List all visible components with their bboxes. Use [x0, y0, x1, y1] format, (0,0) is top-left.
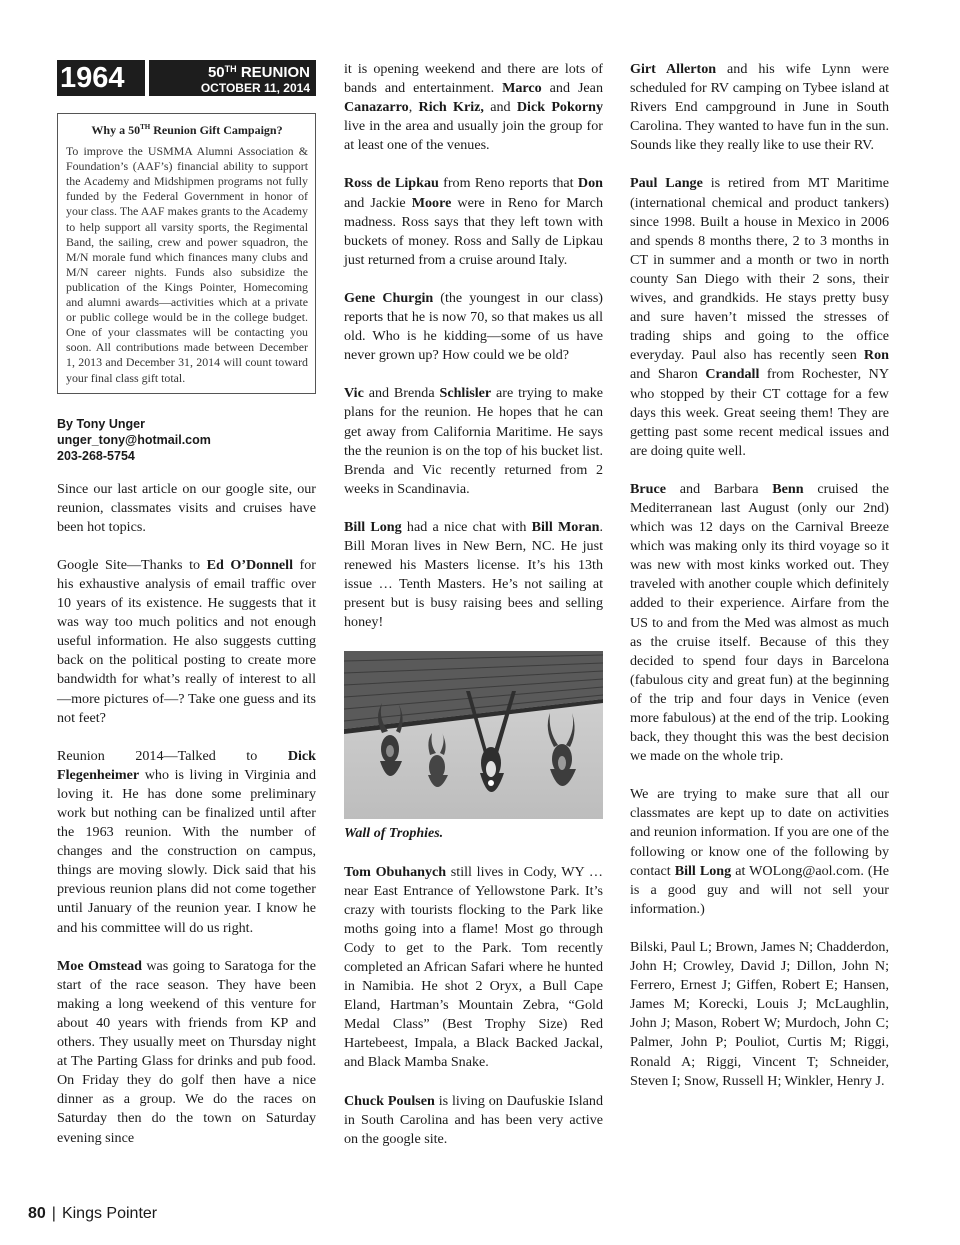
- footer-separator: |: [51, 1205, 56, 1222]
- paragraph: Girt Allerton and his wife Lynn were scheduled for RV camping on Tybee island at Rivers End campground in June in South Carolina. They wanted to have fun in the sun. Sounds like they really like to use their RV.: [630, 61, 890, 154]
- gift-campaign-body: To improve the USMMA Alumni Association & Foundation’s (AAF’s) financial ability to support the Academy and Midshipmen programs not fully funded by the Federal Government in honor of your class. The AAF makes grants to the Academy to help support all varsity sports, the Regimental Band, the sailing, crew and power squadron, the M/N morale fund which finances many clubs and M/N career nights. Funds also subsidize the publication of the Kings Pointer, Homecoming and alumni awards—activities which at a private or public college would be in the college budget. One of your classmates will be contacting you soon. All contributions made between December 1, 2013 and December 31, 2014 will count toward your final class gift total.: [66, 144, 308, 385]
- paragraph: Ross de Lipkau from Reno reports that Don and Jackie Moore were in Reno for March madness. Ross says that they left town with buckets of money. Ross and Sally de Lipkau just returned from a cruise around Italy.: [344, 175, 603, 268]
- paragraph: Vic and Brenda Schlisler are trying to make plans for the reunion. He hopes that he can get away from California Maritime. He says the the reunion is on the top of his bucket list. Brenda and Vic recently returned from 2 weeks in Scandinavia.: [344, 385, 603, 497]
- paragraph: Gene Churgin (the youngest in our class) reports that he is now 70, so that makes us all old. Who is he kidding—some of us have never grown up? How could we be old?: [344, 289, 603, 364]
- paragraph: Moe Omstead was going to Saratoga for the start of the race season. They have been making a long weekend of this venture for about 40 years with friends from KP and others. They usually meet on Thursday night at The Parting Glass for drinks and pub food. On Friday they do golf then have a nice dinner as a group. We do the races on Saturday then do the town on Saturday evening since: [57, 957, 316, 1146]
- reunion-date: OCTOBER 11, 2014: [200, 81, 310, 95]
- gift-campaign-title: Why a 50TH Reunion Gift Campaign?: [91, 123, 283, 137]
- paragraph: Paul Lange is retired from MT Maritime (international chemical and product tankers) since 1998. Built a house in Mexico in 2006 and spends 8 months there, 2 to 3 months in CT in summer and a month or two in north county San Diego with their 2 sons, their wives, and grandkids. He stays pretty busy and sure haven’t missed the stresses of trading ships and going to the office everyday. Paul also has recently seen Ron and Sharon Crandall from Rochester, NY who stopped by their CT cottage for a few days this week. Great seeing them! They are getting past some recent medical issues and are doing quite well.: [630, 175, 890, 459]
- column-2: [344, 60, 603, 1168]
- paragraph: We are trying to make sure that all our classmates are kept up to date on activities and reunion information. If you are one of the following or know one of the following by contact Bill Long at WOLong@aol.com. (He is a good guy and will not sell your information.): [630, 786, 889, 917]
- trophy-wall-image: [344, 651, 603, 819]
- paragraph: Bill Long had a nice chat with Bill Moran. Bill Moran lives in New Bern, NC. He just renewed his Masters license. It’s his 13th issue … Tenth Masters. He’s not sailing at present but is busy raising bees and selling honey!: [344, 518, 603, 631]
- paragraph: Bruce and Barbara Benn cruised the Mediterranean last August (only our 2nd) which was 12 days on the Carnival Breeze which was making only its third voyage so it was new with most kinks worked out. They traveled with another couple which definitely added to their experience. Airfare from the US to and from the Med was almost as much as the cruise itself. Because of this they decided to spend four days in Barcelona (fabulous city and great fun) at the beginning of the trip and four days in Venice (even more fabulous) at the end of the trip. Looking back, they thought this was the best decision we made on the whole trip.: [630, 480, 889, 765]
- photo-caption: Wall of Trophies.: [344, 826, 444, 842]
- column-3: [630, 60, 889, 1110]
- trophy-wall-photo: [344, 651, 603, 819]
- reunion-title: 50TH REUNION: [207, 64, 310, 81]
- column-1: [57, 60, 316, 1167]
- class-year: 1964: [57, 60, 145, 96]
- paragraph: it is opening weekend and there are lots of bands and entertainment. Marco and Jean Canazarro, Rich Kriz, and Dick Pokorny live in the area and usually join the group for at least one of the venues.: [344, 61, 603, 154]
- author-name: By Tony Unger: [57, 416, 145, 431]
- classmate-list: Bilski, Paul L; Brown, James N; Chadderdon, John H; Crowley, David J; Dillon, John N; Ferrero, Ernest J; Giffen, Robert E; Hansen, James M; Korecki, Louis J; McLaughlin, John J; Mason, Robert W; Murdoch, John C; Palmer, John P; Pouliot, Curtis M; Riggi, Ronald A; Riggi, Vincent T; Schneider, Steven I; Snow, Russell H; Winkler, Henry J.: [630, 938, 889, 1089]
- paragraph: Chuck Poulsen is living on Daufuskie Island in South Carolina and has been very active on the google site.: [344, 1092, 603, 1147]
- gift-campaign-box: [57, 113, 316, 394]
- page-footer: [28, 1205, 157, 1223]
- paragraph: Google Site—Thanks to Ed O’Donnell for his exhaustive analysis of email traffic over 10 years of its existence. He suggests that it was way too much politics and not enough useful information. He also suggests cutting back on the political posting to create more bandwidth for what’s really of interest to all—more pictures of—? Take one guess and its not feet?: [57, 556, 316, 726]
- paragraph: Since our last article on our google site, our reunion, classmates visits and cruises have been hot topics.: [57, 480, 316, 535]
- publication-name: Kings Pointer: [61, 1205, 158, 1222]
- paragraph: Reunion 2014—Talked to Dick Flegenheimer who is living in Virginia and loving it. He has done some preliminary work but nothing can be finalized until after the 1963 reunion. With the number of changes and the construction on campus, things are moving slowly. Dick said that his previous reunion plans did not come together until January of the reunion year. I know he and his committee will do us right.: [57, 747, 316, 936]
- page-number: 80: [28, 1205, 46, 1222]
- author-phone: 203-268-5754: [57, 448, 135, 463]
- author-email[interactable]: unger_tony@hotmail.com: [57, 432, 211, 447]
- class-header: [57, 60, 316, 97]
- byline: [57, 416, 316, 464]
- reunion-banner: [149, 60, 316, 96]
- paragraph: Tom Obuhanych still lives in Cody, WY … near East Entrance of Yellowstone Park. It’s crazy with tourists flocking to the Park like moths going into a flame! Most go through Cody to get to the Park. Tom recently completed an African Safari where he hunted in Namibia. He shot 2 Oryx, a Bull Cape Eland, Hartman’s Mountain Zebra, “Gold Medal Class” (Best Trophy Size) Red Hartebeest, Impala, a Black Backed Jackal, and Black Mamba Snake.: [344, 863, 603, 1071]
